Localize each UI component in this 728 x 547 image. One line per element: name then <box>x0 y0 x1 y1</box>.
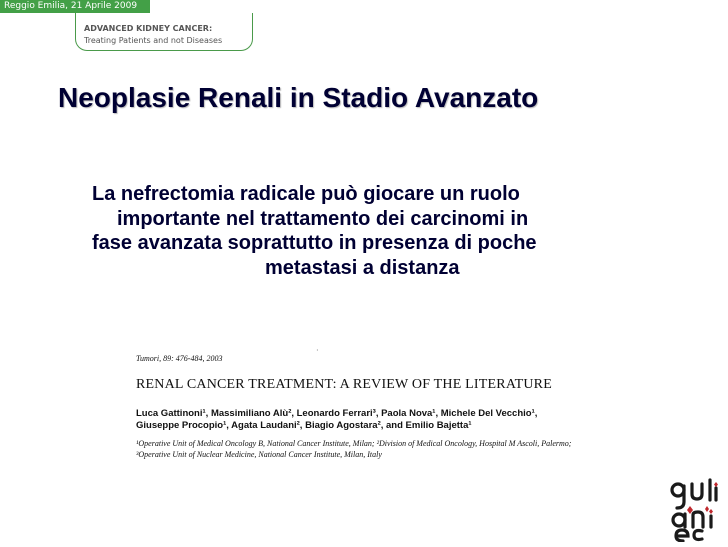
body-line: fase avanzata soprattutto in presenza di poche <box>92 232 537 254</box>
slide-body-text <box>72 182 718 280</box>
giuliani-monogram-logo <box>666 478 722 542</box>
article-affiliations <box>136 439 676 460</box>
body-line: metastasi a distanza <box>265 256 460 279</box>
event-banner <box>0 0 150 13</box>
conference-box <box>75 13 253 51</box>
article-title: RENAL CANCER TREATMENT: A REVIEW OF THE LITERATURE <box>136 377 552 392</box>
scan-artifact: · <box>316 346 319 355</box>
logo-graphic <box>666 478 722 542</box>
authors-line: Luca Gattinoni¹, Massimiliano Alù², Leonardo Ferrari³, Paola Nova¹, Michele Del Vecchio¹, <box>136 408 538 419</box>
body-line: importante nel trattamento dei carcinomi in <box>117 207 529 230</box>
conference-subtitle: Treating Patients and not Diseases <box>84 36 223 45</box>
event-date-label: Reggio Emilia, 21 Aprile 2009 <box>4 1 138 11</box>
conference-title: ADVANCED KIDNEY CANCER: <box>84 24 213 33</box>
affiliation-line: ³Operative Unit of Nuclear Medicine, National Cancer Institute, Milan, Italy <box>136 449 382 459</box>
article-authors <box>136 408 676 432</box>
authors-line: Giuseppe Procopio¹, Agata Laudani², Biagio Agostara², and Emilio Bajetta¹ <box>136 420 472 431</box>
affiliation-line: ¹Operative Unit of Medical Oncology B, National Cancer Institute, Milan; ²Division of Medical Oncology, Hospital M Ascoli, Palermo; <box>136 439 572 448</box>
slide-title: Neoplasie Renali in Stadio Avanzato <box>58 82 539 113</box>
article-journal: Tumori, 89: 476-484, 2003 <box>136 354 223 363</box>
body-line: La nefrectomia radicale può giocare un ruolo <box>92 183 520 205</box>
article-excerpt <box>118 340 678 480</box>
